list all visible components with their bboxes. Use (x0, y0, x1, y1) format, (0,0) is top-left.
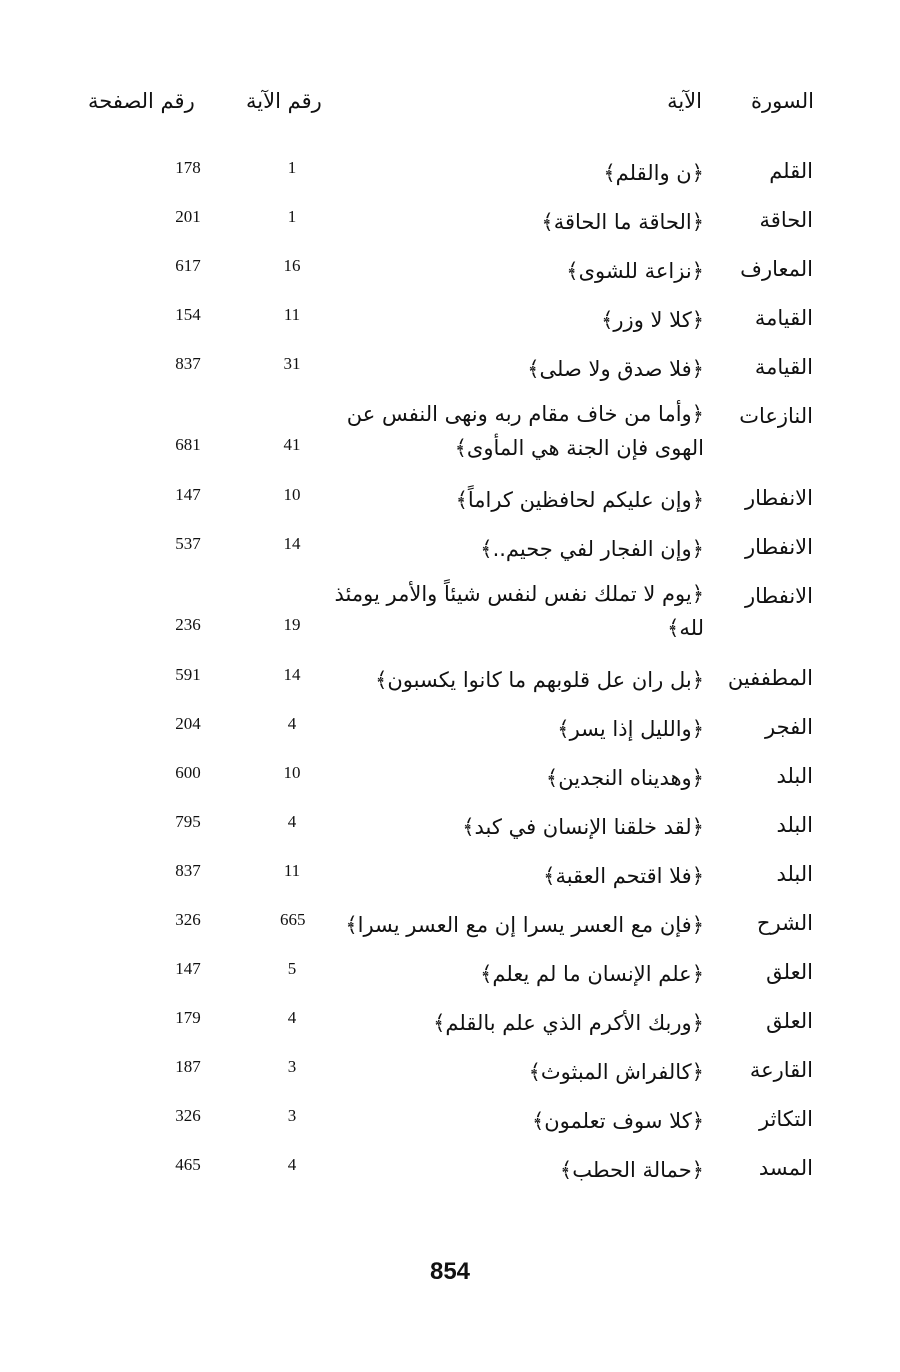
surah-name: القلم (769, 159, 813, 183)
page-number: 681 (175, 435, 201, 454)
table-row (0, 575, 900, 657)
verse-text: ﴿بل ران عل قلوبهم ما كانوا يكسبون﴾ (375, 668, 704, 692)
surah-name: القيامة (754, 306, 813, 330)
table-row (0, 1049, 900, 1098)
verse-text: ﴿وأما من خاف مقام ربه ونهى النفس عن الهوى فإن الجنة هي المأوى﴾ (346, 402, 704, 460)
page-number: 236 (175, 615, 201, 634)
verse-text: ﴿الحاقة ما الحاقة﴾ (541, 210, 704, 234)
verse-text: ﴿ن والقلم﴾ (603, 161, 704, 185)
ayah-column-header: الآية (667, 89, 702, 113)
surah-name: البلد (776, 813, 813, 837)
verse-text: ﴿نزاعة للشوى﴾ (566, 259, 704, 283)
ayah-number: 3 (287, 1106, 297, 1125)
surah-name: القارعة (749, 1058, 813, 1082)
table-row (0, 902, 900, 951)
table-row (0, 657, 900, 706)
verse-text: ﴿وإن عليكم لحافظين كراماً﴾ (455, 488, 704, 512)
table-row (0, 346, 900, 395)
table-row (0, 1147, 900, 1196)
ayah-number: 5 (287, 959, 297, 978)
verse-text: ﴿فلا اقتحم العقبة﴾ (543, 864, 704, 888)
surah-name: المعارف (740, 257, 813, 281)
surah-name: البلد (776, 862, 813, 886)
ayah-number: 4 (287, 1155, 297, 1174)
page-number-column-header: رقم الصفحة (88, 89, 195, 113)
surah-name: التكاثر (759, 1107, 813, 1131)
page-number: 326 (175, 910, 201, 929)
verse-text: ﴿وربك الأكرم الذي علم بالقلم﴾ (433, 1011, 704, 1035)
ayah-number: 10 (283, 763, 301, 782)
surah-name: الفجر (765, 715, 813, 739)
page-number: 537 (175, 534, 201, 553)
verse-text: ﴿حمالة الحطب﴾ (559, 1158, 704, 1182)
table-row (0, 477, 900, 526)
page-number: 147 (175, 485, 201, 504)
table-row (0, 853, 900, 902)
page-number: 147 (175, 959, 201, 978)
page-number: 591 (175, 665, 201, 684)
verse-text: ﴿يوم لا تملك نفس لنفس شيئاً والأمر يومئذ لله﴾ (334, 582, 704, 640)
ayah-number: 4 (287, 1008, 297, 1027)
table-row (0, 804, 900, 853)
verse-text: ﴿علم الإنسان ما لم يعلم﴾ (480, 962, 704, 986)
ayah-number: 11 (283, 305, 301, 324)
surah-name: المسد (758, 1156, 813, 1180)
surah-name: النازعات (739, 404, 813, 428)
verse-text: ﴿والليل إذا يسر﴾ (557, 717, 704, 741)
ayah-number: 41 (283, 435, 301, 454)
page-number: 179 (175, 1008, 201, 1027)
page-number: 201 (175, 207, 201, 226)
page-number: 465 (175, 1155, 201, 1174)
verse-text: ﴿وهديناه النجدين﴾ (545, 766, 704, 790)
page-number-footer: 854 (429, 1258, 471, 1285)
table-row (0, 199, 900, 248)
ayah-number: 14 (283, 534, 301, 553)
table-row (0, 706, 900, 755)
surah-name: العلق (766, 1009, 813, 1033)
table-row (0, 150, 900, 199)
page-footer (0, 1258, 900, 1286)
surah-name: الحاقة (759, 208, 813, 232)
page-number: 154 (175, 305, 201, 324)
ayah-number: 3 (287, 1057, 297, 1076)
page-number: 187 (175, 1057, 201, 1076)
ayah-number: 11 (283, 861, 301, 880)
table-row (0, 1000, 900, 1049)
surah-name: الانفطار (744, 535, 813, 559)
table-row (0, 395, 900, 477)
verse-text: ﴿وإن الفجار لفي جحيم..﴾ (480, 537, 704, 561)
page-number: 326 (175, 1106, 201, 1125)
surah-name: الانفطار (744, 486, 813, 510)
ayah-number: 10 (283, 485, 301, 504)
ayah-number: 4 (287, 714, 297, 733)
ayah-number: 14 (283, 665, 301, 684)
ayah-number: 16 (283, 256, 301, 275)
verse-text: ﴿لقد خلقنا الإنسان في كبد﴾ (462, 815, 704, 839)
page-number: 178 (175, 158, 201, 177)
ayah-number: 4 (287, 812, 297, 831)
table-row (0, 248, 900, 297)
table-row (0, 297, 900, 346)
surah-name: البلد (776, 764, 813, 788)
table-header (0, 86, 900, 126)
verse-index-table (0, 150, 900, 1196)
surah-name: العلق (766, 960, 813, 984)
ayah-number-column-header: رقم الآية (246, 89, 322, 113)
ayah-number: 1 (287, 158, 297, 177)
table-row (0, 755, 900, 804)
surah-name: المطففين (727, 666, 813, 690)
table-row (0, 526, 900, 575)
surah-name: الانفطار (744, 584, 813, 608)
surah-name: القيامة (754, 355, 813, 379)
table-row (0, 1098, 900, 1147)
page-number: 204 (175, 714, 201, 733)
verse-text: ﴿فإن مع العسر يسرا إن مع العسر يسرا﴾ (345, 913, 704, 937)
page-number: 837 (175, 354, 201, 373)
ayah-number: 31 (283, 354, 301, 373)
ayah-number: 19 (283, 615, 301, 634)
ayah-number: 665 (280, 910, 306, 929)
surah-name: الشرح (756, 911, 813, 935)
page-number: 795 (175, 812, 201, 831)
page-number: 600 (175, 763, 201, 782)
verse-text: ﴿كلا سوف تعلمون﴾ (531, 1109, 704, 1133)
page-number: 837 (175, 861, 201, 880)
table-row (0, 951, 900, 1000)
verse-text: ﴿كالفراش المبثوث﴾ (528, 1060, 704, 1084)
verse-text: ﴿كلا لا وزر﴾ (601, 308, 704, 332)
ayah-number: 1 (287, 207, 297, 226)
surah-column-header: السورة (751, 89, 814, 113)
page-number: 617 (175, 256, 201, 275)
verse-text: ﴿فلا صدق ولا صلى﴾ (527, 357, 704, 381)
